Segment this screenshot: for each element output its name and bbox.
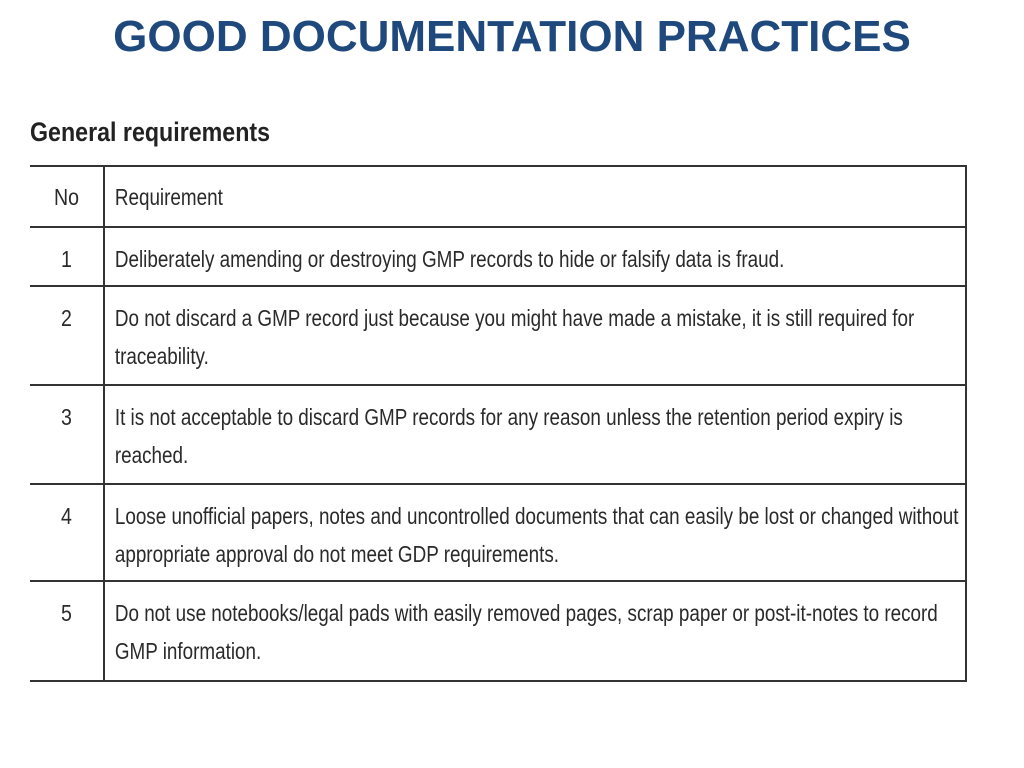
row-number: 1 [61, 246, 72, 272]
header-no-label: No [54, 184, 79, 210]
row-number: 3 [61, 404, 72, 430]
table-row [30, 227, 966, 286]
table-row [30, 385, 966, 484]
requirement-cell [104, 286, 966, 385]
requirement-cell [104, 484, 966, 581]
requirement-cell [104, 581, 966, 681]
row-number-cell [30, 484, 104, 581]
requirement-text: It is not acceptable to discard GMP records for any reason unless the retention period expiry is reached. [114, 404, 903, 468]
requirement-cell [104, 385, 966, 484]
row-number: 5 [61, 600, 72, 626]
requirement-text: Deliberately amending or destroying GMP records to hide or falsify data is fraud. [114, 246, 785, 272]
requirement-text: Loose unofficial papers, notes and uncontrolled documents that can easily be lost or changed without appropriate approval do not meet GDP requirements. [114, 503, 959, 567]
section-heading: General requirements [30, 117, 271, 147]
table-row [30, 286, 966, 385]
row-number-cell [30, 227, 104, 286]
requirements-table [30, 165, 967, 682]
row-number-cell [30, 581, 104, 681]
row-number-cell [30, 385, 104, 484]
row-number: 2 [61, 305, 72, 331]
slide-title: GOOD DOCUMENTATION PRACTICES [113, 12, 911, 61]
row-number: 4 [61, 503, 72, 529]
table-header-row [30, 166, 966, 227]
row-number-cell [30, 286, 104, 385]
header-requirement-cell [104, 166, 966, 227]
table-row [30, 581, 966, 681]
table-row [30, 484, 966, 581]
requirement-text: Do not use notebooks/legal pads with easily removed pages, scrap paper or post-it-notes to record GMP information. [114, 600, 938, 664]
header-no-cell [30, 166, 104, 227]
requirement-cell [104, 227, 966, 286]
requirement-text: Do not discard a GMP record just because you might have made a mistake, it is still required for traceability. [114, 305, 915, 369]
header-requirement-label: Requirement [114, 184, 223, 210]
